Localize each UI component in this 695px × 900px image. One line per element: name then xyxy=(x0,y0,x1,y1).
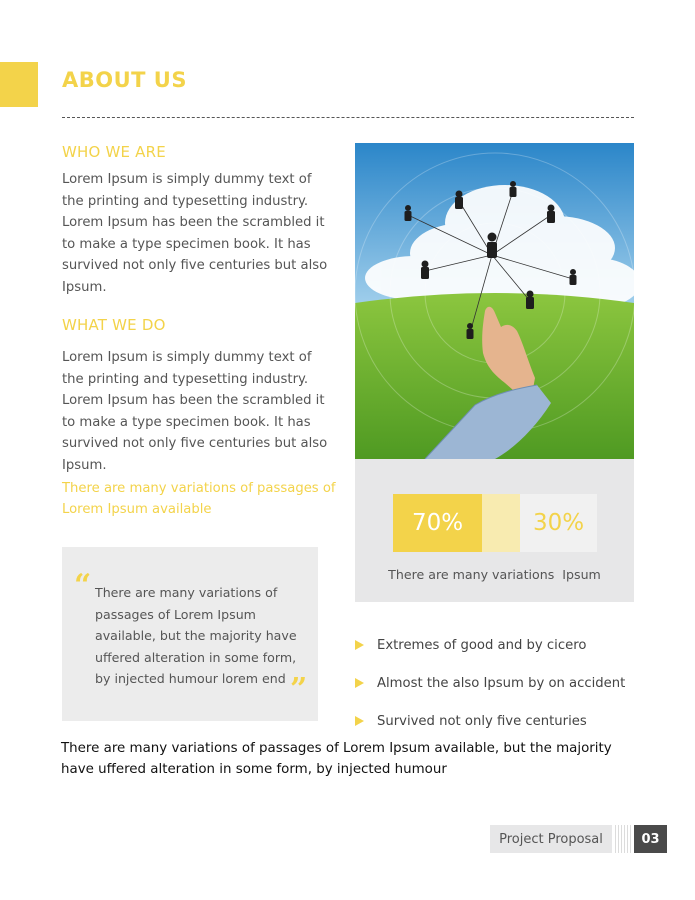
closing-paragraph: There are many variations of passages of Lorem Ipsum available, but the majority have uffered alteration in some form, by injected humour xyxy=(61,741,612,777)
header-accent-bar xyxy=(0,62,38,107)
page-title: ABOUT US xyxy=(62,68,187,92)
triangle-right-icon xyxy=(355,716,364,726)
close-quote-icon: ” xyxy=(290,672,308,707)
open-quote-icon: “ xyxy=(74,568,92,603)
list-item-text: Extremes of good and by cicero xyxy=(377,637,587,653)
page-number: 03 xyxy=(634,825,667,853)
feature-list xyxy=(355,626,625,740)
section-heading-who-we-are: WHO WE ARE xyxy=(62,143,166,161)
list-item-text: Survived not only five centuries xyxy=(377,713,587,729)
highlight-text: There are many variations of passages of Lorem Ipsum available xyxy=(62,481,336,517)
list-item xyxy=(355,702,625,740)
quote-box xyxy=(62,547,318,721)
stats-caption: There are many variations Ipsum xyxy=(388,567,601,582)
title-divider xyxy=(62,117,634,118)
section-heading-what-we-do: WHAT WE DO xyxy=(62,316,166,334)
section-body-what-we-do: Lorem Ipsum is simply dummy text of the printing and typesetting industry. Lorem Ipsum has been the scrambled it to make a type specimen book. It has survived not only five centuries but also Ipsum. xyxy=(62,350,328,473)
list-item xyxy=(355,664,625,702)
stat-divider xyxy=(482,494,520,552)
percentage-bar xyxy=(393,494,597,552)
page-number-stripe xyxy=(615,825,631,853)
list-item xyxy=(355,626,625,664)
stat-secondary: 30% xyxy=(520,494,597,552)
list-item-text: Almost the also Ipsum by on accident xyxy=(377,675,626,691)
stat-primary: 70% xyxy=(393,494,482,552)
triangle-right-icon xyxy=(355,678,364,688)
triangle-right-icon xyxy=(355,640,364,650)
photo-illustration xyxy=(355,143,634,459)
footer-document-label: Project Proposal xyxy=(490,825,612,853)
stats-panel xyxy=(355,459,634,602)
network-touch-photo xyxy=(355,143,634,459)
section-body-who-we-are: Lorem Ipsum is simply dummy text of the printing and typesetting industry. Lorem Ipsum has been the scrambled it to make a type specimen book. It has survived not only five centuries but also Ipsum. xyxy=(62,172,328,295)
quote-text: There are many variations of passages of Lorem Ipsum available, but the majority have uffered alteration in some form, by injected humour lorem end xyxy=(95,585,297,686)
